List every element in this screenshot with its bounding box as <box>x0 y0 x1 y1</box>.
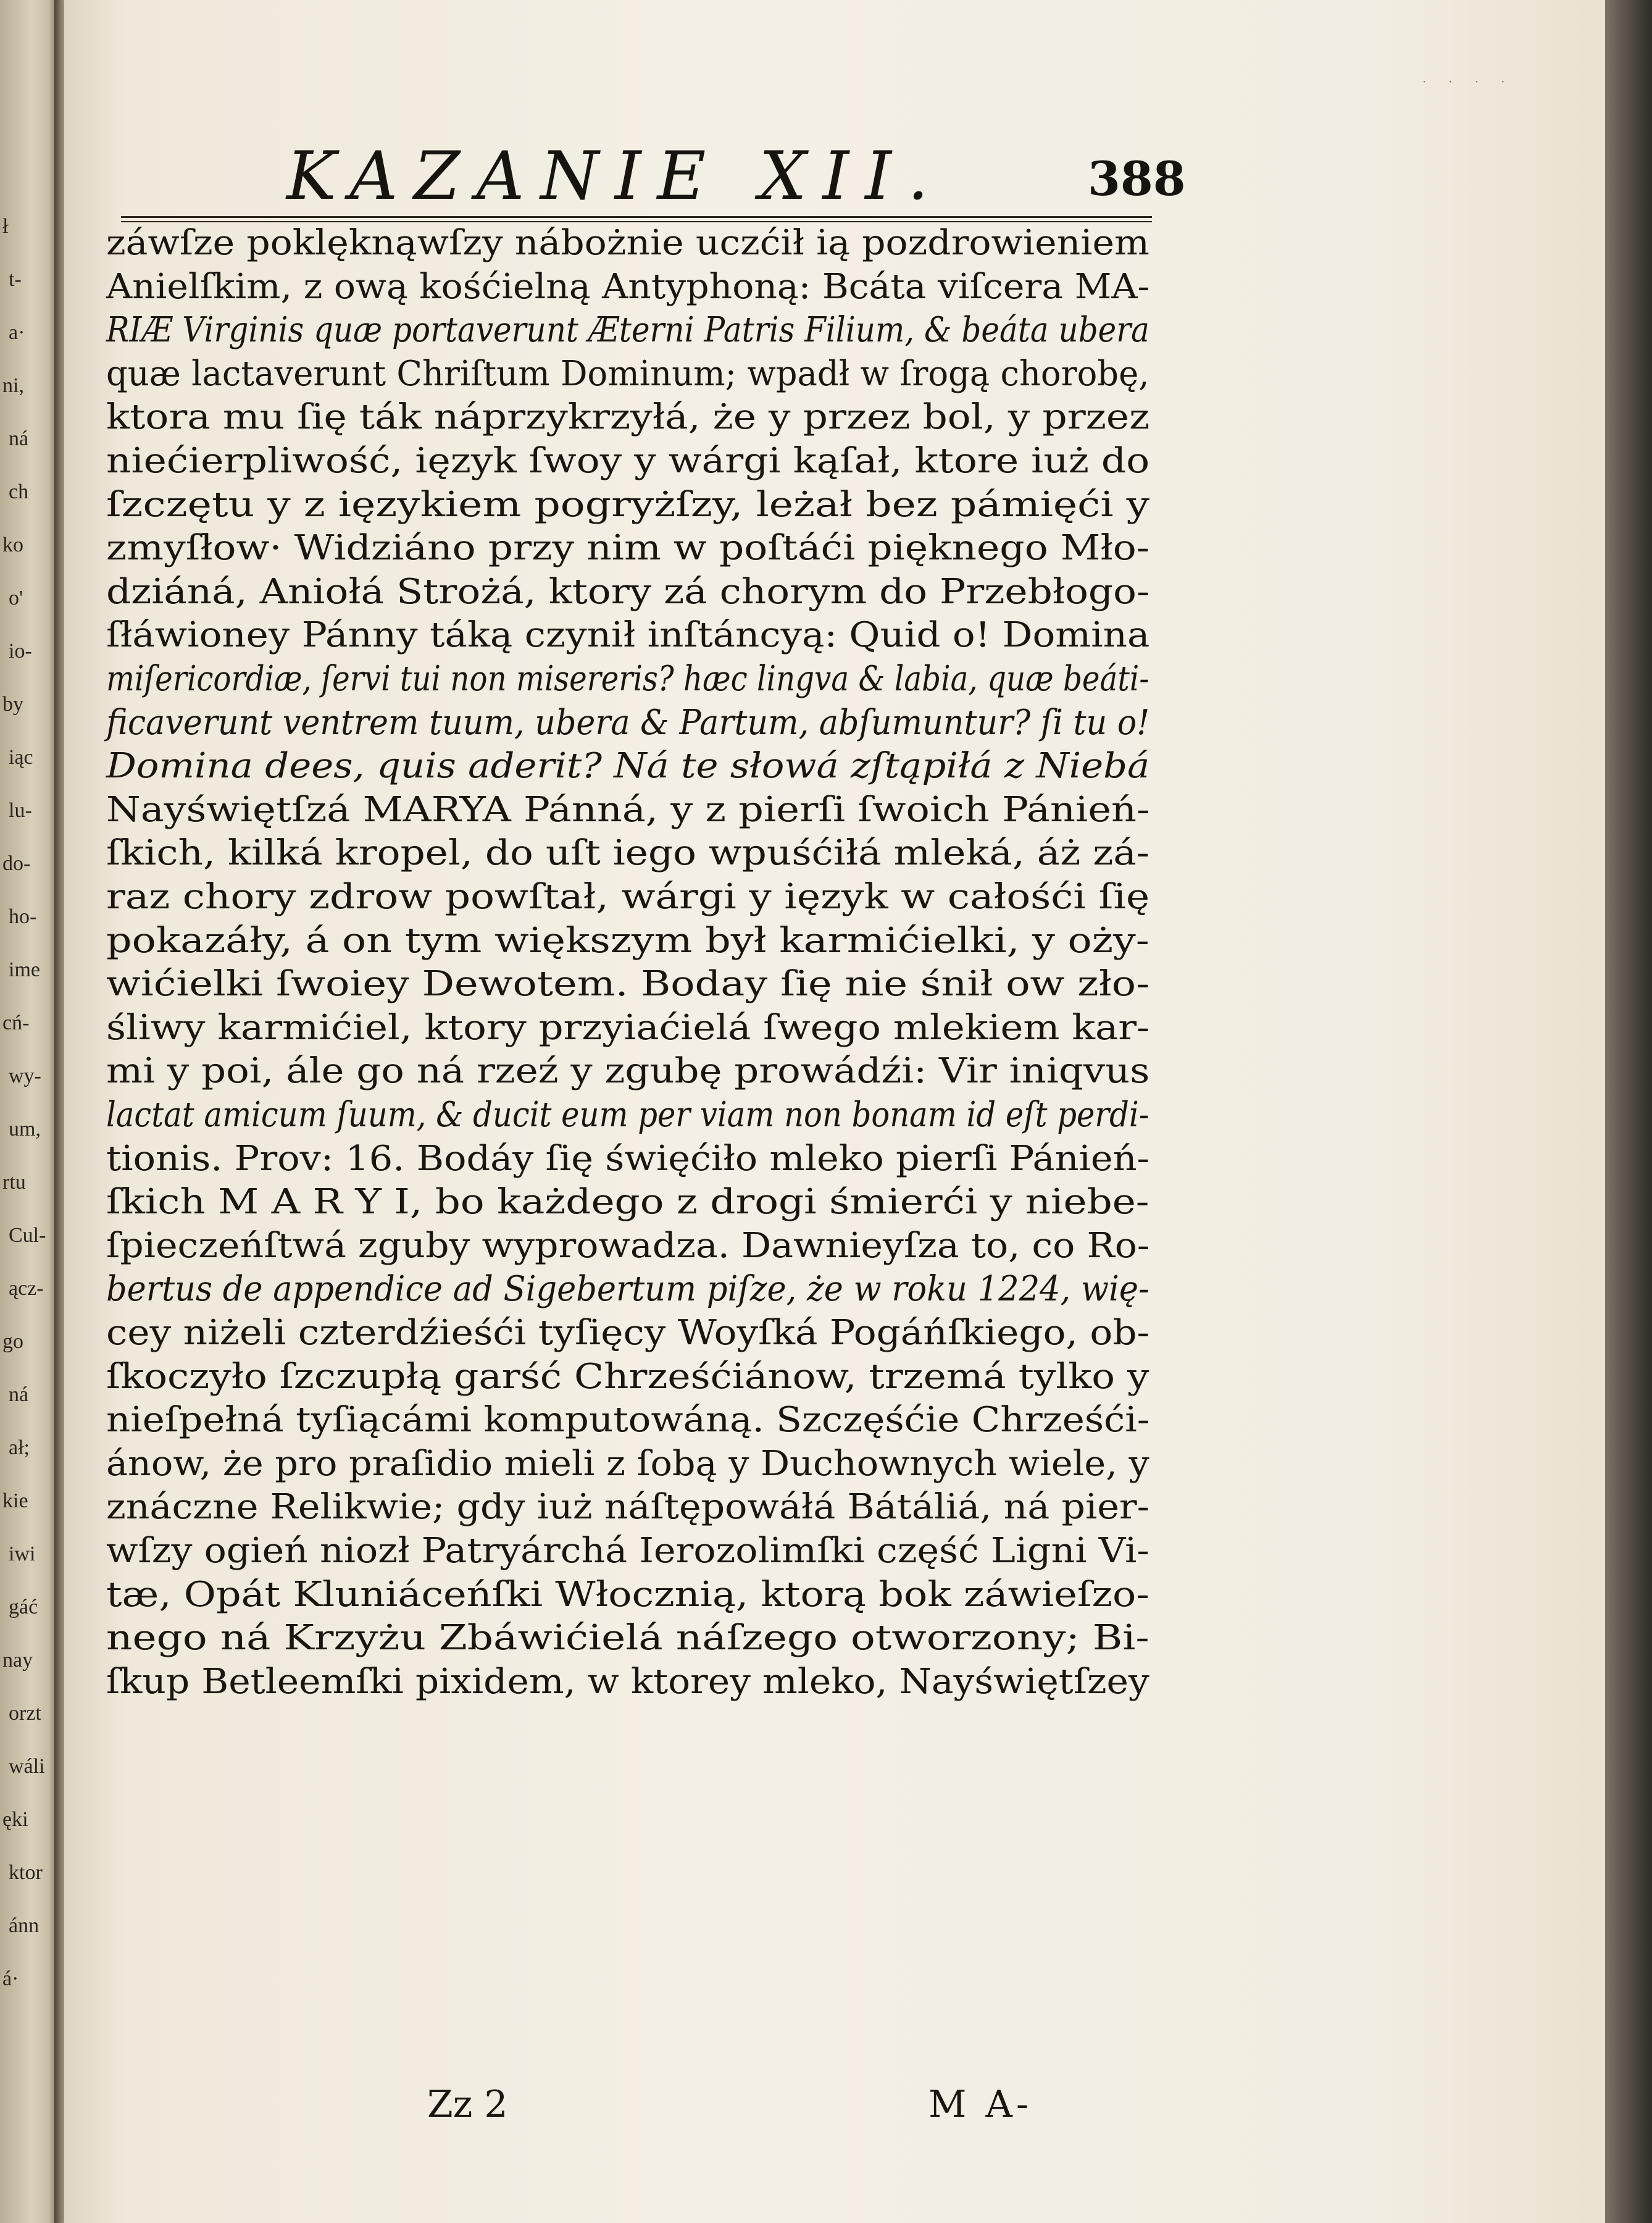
text-line: Nayświętſzá MARYA Pánná, y z pierſi ſwoich Pánień- <box>106 789 1150 830</box>
prev-page-fragment: a· <box>9 322 25 343</box>
text-line: śliwy karmićiel, ktory przyiaćielá ſwego mlekiem kar- <box>106 1007 1150 1048</box>
prev-page-fragment: ko <box>2 535 23 556</box>
prev-page-fragment: io- <box>9 641 32 662</box>
running-title: KAZANIE XII. <box>286 138 945 215</box>
prev-page-fragment: Cul- <box>9 1225 46 1246</box>
text-line: Domina dees, quis aderit? Ná te słowá zſtąpiłá z Niebá <box>106 746 1150 787</box>
text-line: ficaverunt ventrem tuum, ubera & Partum, abſumuntur? ſi tu o! <box>106 702 1150 743</box>
text-line: cey niżeli czterdźieśći tyſięcy Woyſká Pogáńſkiego, ob- <box>106 1313 1150 1353</box>
prev-page-fragment: um, <box>9 1119 41 1140</box>
prev-page-fragment: ęki <box>2 1809 28 1830</box>
text-line: quæ lactaverunt Chriſtum Dominum; wpadł w ſrogą chorobę, <box>106 353 1149 394</box>
prev-page-fragment: wáli <box>9 1756 45 1777</box>
text-line: wićielki ſwoiey Dewotem. Boday ſię nie śnił ow zło- <box>106 964 1150 1005</box>
book-page <box>64 0 1608 2223</box>
prev-page-fragment: ł <box>2 216 9 237</box>
text-line: RIÆ Virginis quæ portaverunt Æterni Patris Filium, & beáta ubera <box>106 310 1149 351</box>
rule-line <box>121 221 1152 222</box>
prev-page-fragment: cń- <box>2 1013 30 1034</box>
prev-page-fragment: rtu <box>2 1172 26 1193</box>
text-line: ſzczętu y z ięzykiem pogryżſzy, leżał bez pámięći y <box>106 484 1150 525</box>
prev-page-fragment: by <box>2 694 23 715</box>
prev-page-fragment: o' <box>9 588 23 609</box>
text-line: ſkich M A R Y I, bo każdego z drogi śmierći y niebe- <box>106 1182 1149 1223</box>
previous-page-edge <box>0 0 57 2223</box>
text-line: ſkich, kilká kropel, do uſt iego wpuśćiłá mleká, áż zá- <box>106 833 1150 874</box>
page-number: 388 <box>1088 151 1186 206</box>
prev-page-fragment: ch <box>9 482 29 503</box>
background-edge <box>1605 0 1652 2223</box>
prev-page-fragment: do- <box>2 853 31 874</box>
text-line: ktora mu ſię ták náprzykrzyłá, że y przez bol, y przez <box>106 397 1150 438</box>
prev-page-fragment: ho- <box>9 906 37 927</box>
text-line: ánow, że pro praſidio mieli z ſobą y Duchownych wiele, y <box>106 1443 1149 1484</box>
prev-page-fragment: kie <box>2 1491 28 1512</box>
prev-page-fragment: t- <box>9 269 22 290</box>
text-line: nego ná Krzyżu Zbáwićielá náſzego otworzony; Bi- <box>106 1618 1149 1659</box>
prev-page-fragment: ime <box>9 960 40 981</box>
text-line: znáczne Relikwie; gdy iuż náſtępowáłá Bátáliá, ná pier- <box>106 1487 1150 1528</box>
text-line: ſkoczyło ſzczupłą garść Chrześćiánow, trzemá tylko y <box>106 1356 1149 1397</box>
text-line: Anielſkim, z ową kośćielną Antyphoną: Bcáta viſcera MA- <box>106 266 1150 307</box>
text-line: tionis. Prov: 16. Bodáy ſię święćiło mleko pierſi Pánień- <box>106 1138 1149 1179</box>
text-line: ſłáwioney Pánny táką czynił inſtáncyą: Quid o! Domina <box>106 615 1150 656</box>
text-line: mi y poi, ále go ná rzeź y zgubę prowádźi: Vir iniqvus <box>106 1051 1150 1092</box>
prev-page-fragment: gáć <box>9 1597 38 1618</box>
text-line: wſzy ogień niozł Patryárchá Ierozolimſki część Ligni Vi- <box>106 1531 1149 1571</box>
text-line: záwſze poklęknąwſzy nábożnie uczćił ią pozdrowieniem <box>106 223 1149 263</box>
prev-page-fragment: ánn <box>9 1915 40 1936</box>
prev-page-fragment: go <box>2 1331 23 1352</box>
paper-specks: · · · · <box>1422 74 1505 89</box>
signature-mark: Zz 2 <box>427 2083 508 2126</box>
text-line: pokazáły, á on tym większym był karmićielki, y oży- <box>106 920 1149 961</box>
prev-page-fragment: iwi <box>9 1544 36 1565</box>
prev-page-fragment: lu- <box>9 800 32 821</box>
text-line: niećierpliwość, ięzyk ſwoy y wárgi kąſał, ktore iuż do <box>106 441 1150 481</box>
prev-page-fragment: ącz- <box>9 1278 44 1299</box>
rule-line <box>121 216 1152 218</box>
prev-page-fragment: nay <box>2 1650 33 1671</box>
page-header <box>64 138 1608 217</box>
prev-page-fragment: ná <box>9 1384 29 1405</box>
text-line: miſericordiæ, ſervi tui non misereris? hæc lingva & labia, quæ beáti- <box>106 659 1149 699</box>
prev-page-fragment: orzt <box>9 1703 41 1724</box>
prev-page-fragment: ná <box>9 429 29 450</box>
prev-page-fragment: iąc <box>9 747 33 768</box>
text-line: lactat amicum ſuum, & ducit eum per viam non bonam id eſt perdi- <box>106 1095 1149 1135</box>
prev-page-fragment: ał; <box>9 1438 30 1459</box>
prev-page-fragment: á· <box>2 1969 19 1990</box>
catchword: M A- <box>928 2083 1033 2126</box>
text-line: dziáná, Aniołá Strożá, ktory zá chorym do Przebłogo- <box>106 571 1150 612</box>
prev-page-fragment: ktor <box>9 1862 43 1883</box>
prev-page-fragment: ni, <box>2 375 24 396</box>
text-line: bertus de appendice ad Sigebertum piſze, że w roku 1224, wię- <box>106 1269 1149 1310</box>
text-line: ſkup Betleemſki pixidem, w ktorey mleko, Nayświętſzey <box>106 1661 1149 1702</box>
text-line: raz chory zdrow powſtał, wárgi y ięzyk w całośći ſię <box>106 877 1150 917</box>
text-line: ſpieczeńſtwá zguby wyprowadza. Dawnieyſza to, co Ro- <box>106 1225 1150 1266</box>
prev-page-fragment: wy- <box>9 1066 41 1087</box>
text-line: zmyſłow· Widziáno przy nim w poſtáći pięknego Mło- <box>106 528 1150 569</box>
text-line: tæ, Opát Kluniáceńſki Włocznią, ktorą bok záwieſzo- <box>106 1574 1149 1615</box>
text-line: nieſpełná tyſiącámi komputowáną. Szczęśćie Chrześći- <box>106 1400 1150 1441</box>
